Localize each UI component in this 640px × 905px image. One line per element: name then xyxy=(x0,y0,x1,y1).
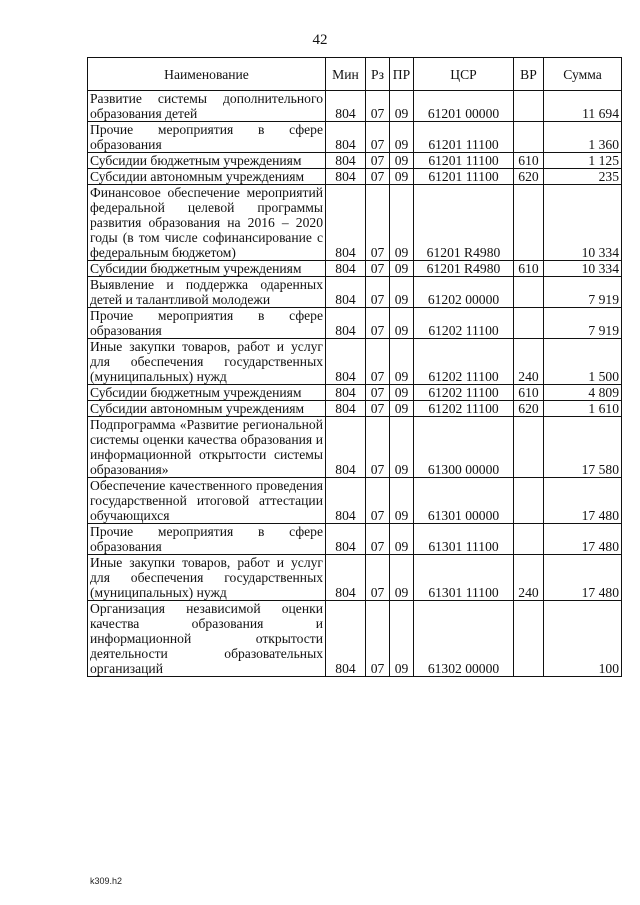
cell-pr: 09 xyxy=(390,185,414,261)
cell-min: 804 xyxy=(326,601,366,677)
cell-name: Прочие мероприятия в сфере образования xyxy=(88,308,326,339)
cell-pr: 09 xyxy=(390,153,414,169)
cell-vr: 610 xyxy=(514,153,544,169)
cell-min: 804 xyxy=(326,277,366,308)
cell-name: Иные закупки товаров, работ и услуг для обеспечения государственных (муниципальных) нужд xyxy=(88,555,326,601)
table-row xyxy=(88,417,622,478)
cell-csr: 61202 11100 xyxy=(414,339,514,385)
cell-name: Развитие системы дополнительного образования детей xyxy=(88,91,326,122)
table-row xyxy=(88,277,622,308)
cell-min: 804 xyxy=(326,417,366,478)
cell-csr: 61301 11100 xyxy=(414,524,514,555)
cell-sum: 17 480 xyxy=(544,524,622,555)
table-row xyxy=(88,185,622,261)
cell-csr: 61201 11100 xyxy=(414,122,514,153)
cell-name: Выявление и поддержка одаренных детей и талантливой молодежи xyxy=(88,277,326,308)
cell-rz: 07 xyxy=(366,308,390,339)
table-row xyxy=(88,122,622,153)
cell-csr: 61201 R4980 xyxy=(414,261,514,277)
cell-min: 804 xyxy=(326,308,366,339)
header-pr: ПР xyxy=(390,58,414,91)
cell-sum: 17 480 xyxy=(544,555,622,601)
cell-rz: 07 xyxy=(366,601,390,677)
cell-min: 804 xyxy=(326,385,366,401)
table-row xyxy=(88,153,622,169)
header-min: Мин xyxy=(326,58,366,91)
cell-sum: 1 500 xyxy=(544,339,622,385)
cell-rz: 07 xyxy=(366,277,390,308)
cell-name: Иные закупки товаров, работ и услуг для обеспечения государственных (муниципальных) нужд xyxy=(88,339,326,385)
cell-sum: 1 610 xyxy=(544,401,622,417)
table-row xyxy=(88,91,622,122)
cell-csr: 61202 11100 xyxy=(414,385,514,401)
cell-pr: 09 xyxy=(390,91,414,122)
table-body xyxy=(88,91,622,677)
cell-csr: 61201 11100 xyxy=(414,153,514,169)
cell-rz: 07 xyxy=(366,385,390,401)
cell-vr xyxy=(514,524,544,555)
cell-min: 804 xyxy=(326,401,366,417)
cell-min: 804 xyxy=(326,122,366,153)
table-row xyxy=(88,261,622,277)
cell-csr: 61301 00000 xyxy=(414,478,514,524)
cell-pr: 09 xyxy=(390,169,414,185)
cell-sum: 17 480 xyxy=(544,478,622,524)
cell-csr: 61201 11100 xyxy=(414,169,514,185)
cell-pr: 09 xyxy=(390,417,414,478)
cell-vr xyxy=(514,601,544,677)
cell-vr xyxy=(514,91,544,122)
cell-name: Прочие мероприятия в сфере образования xyxy=(88,122,326,153)
cell-name: Организация независимой оценки качества образования и информационной открытости деятельности образовательных организаций xyxy=(88,601,326,677)
cell-sum: 11 694 xyxy=(544,91,622,122)
cell-name: Прочие мероприятия в сфере образования xyxy=(88,524,326,555)
cell-name: Субсидии автономным учреждениям xyxy=(88,169,326,185)
cell-rz: 07 xyxy=(366,478,390,524)
cell-rz: 07 xyxy=(366,122,390,153)
header-name: Наименование xyxy=(88,58,326,91)
cell-vr: 620 xyxy=(514,169,544,185)
cell-vr: 620 xyxy=(514,401,544,417)
cell-name: Обеспечение качественного проведения государственной итоговой аттестации обучающихся xyxy=(88,478,326,524)
cell-vr xyxy=(514,122,544,153)
cell-vr: 240 xyxy=(514,555,544,601)
cell-pr: 09 xyxy=(390,339,414,385)
cell-rz: 07 xyxy=(366,524,390,555)
cell-sum: 1 125 xyxy=(544,153,622,169)
cell-name: Субсидии бюджетным учреждениям xyxy=(88,153,326,169)
header-csr: ЦСР xyxy=(414,58,514,91)
cell-csr: 61201 00000 xyxy=(414,91,514,122)
cell-rz: 07 xyxy=(366,91,390,122)
cell-csr: 61202 11100 xyxy=(414,401,514,417)
cell-vr xyxy=(514,277,544,308)
cell-name: Финансовое обеспечение мероприятий федеральной целевой программы развития образования на 2016 – 2020 годы (в том числе софинансирование с федеральным бюджетом) xyxy=(88,185,326,261)
cell-name: Субсидии бюджетным учреждениям xyxy=(88,261,326,277)
cell-rz: 07 xyxy=(366,555,390,601)
table-row xyxy=(88,478,622,524)
cell-rz: 07 xyxy=(366,417,390,478)
cell-pr: 09 xyxy=(390,524,414,555)
cell-min: 804 xyxy=(326,261,366,277)
cell-vr: 610 xyxy=(514,385,544,401)
page-number: 42 xyxy=(312,32,328,48)
cell-min: 804 xyxy=(326,185,366,261)
cell-min: 804 xyxy=(326,169,366,185)
cell-name: Подпрограмма «Развитие региональной системы оценки качества образования и информационной открытости системы образования» xyxy=(88,417,326,478)
cell-sum: 17 580 xyxy=(544,417,622,478)
cell-min: 804 xyxy=(326,555,366,601)
table-row xyxy=(88,401,622,417)
cell-vr xyxy=(514,478,544,524)
cell-rz: 07 xyxy=(366,261,390,277)
budget-table xyxy=(87,57,622,677)
cell-pr: 09 xyxy=(390,277,414,308)
cell-pr: 09 xyxy=(390,308,414,339)
cell-rz: 07 xyxy=(366,339,390,385)
cell-vr xyxy=(514,308,544,339)
cell-pr: 09 xyxy=(390,385,414,401)
cell-rz: 07 xyxy=(366,185,390,261)
header-sum: Сумма xyxy=(544,58,622,91)
cell-pr: 09 xyxy=(390,601,414,677)
cell-pr: 09 xyxy=(390,261,414,277)
cell-pr: 09 xyxy=(390,401,414,417)
cell-min: 804 xyxy=(326,339,366,385)
cell-vr xyxy=(514,417,544,478)
table-row xyxy=(88,308,622,339)
cell-sum: 1 360 xyxy=(544,122,622,153)
table-header-row xyxy=(88,58,622,91)
cell-sum: 100 xyxy=(544,601,622,677)
cell-rz: 07 xyxy=(366,401,390,417)
cell-sum: 10 334 xyxy=(544,185,622,261)
cell-name: Субсидии автономным учреждениям xyxy=(88,401,326,417)
cell-pr: 09 xyxy=(390,555,414,601)
table-row xyxy=(88,601,622,677)
cell-csr: 61201 R4980 xyxy=(414,185,514,261)
cell-vr: 240 xyxy=(514,339,544,385)
header-rz: Рз xyxy=(366,58,390,91)
table-row xyxy=(88,385,622,401)
cell-csr: 61300 00000 xyxy=(414,417,514,478)
cell-sum: 7 919 xyxy=(544,308,622,339)
table-row xyxy=(88,339,622,385)
cell-csr: 61302 00000 xyxy=(414,601,514,677)
cell-name: Субсидии бюджетным учреждениям xyxy=(88,385,326,401)
cell-rz: 07 xyxy=(366,169,390,185)
header-vr: ВР xyxy=(514,58,544,91)
footer-code: k309.h2 xyxy=(90,876,123,886)
cell-pr: 09 xyxy=(390,478,414,524)
table-row xyxy=(88,169,622,185)
cell-min: 804 xyxy=(326,524,366,555)
cell-pr: 09 xyxy=(390,122,414,153)
cell-min: 804 xyxy=(326,478,366,524)
cell-min: 804 xyxy=(326,153,366,169)
cell-vr: 610 xyxy=(514,261,544,277)
cell-sum: 235 xyxy=(544,169,622,185)
cell-csr: 61202 00000 xyxy=(414,277,514,308)
cell-min: 804 xyxy=(326,91,366,122)
cell-rz: 07 xyxy=(366,153,390,169)
table-row xyxy=(88,524,622,555)
cell-vr xyxy=(514,185,544,261)
cell-csr: 61202 11100 xyxy=(414,308,514,339)
cell-sum: 4 809 xyxy=(544,385,622,401)
cell-csr: 61301 11100 xyxy=(414,555,514,601)
cell-sum: 7 919 xyxy=(544,277,622,308)
cell-sum: 10 334 xyxy=(544,261,622,277)
table-row xyxy=(88,555,622,601)
